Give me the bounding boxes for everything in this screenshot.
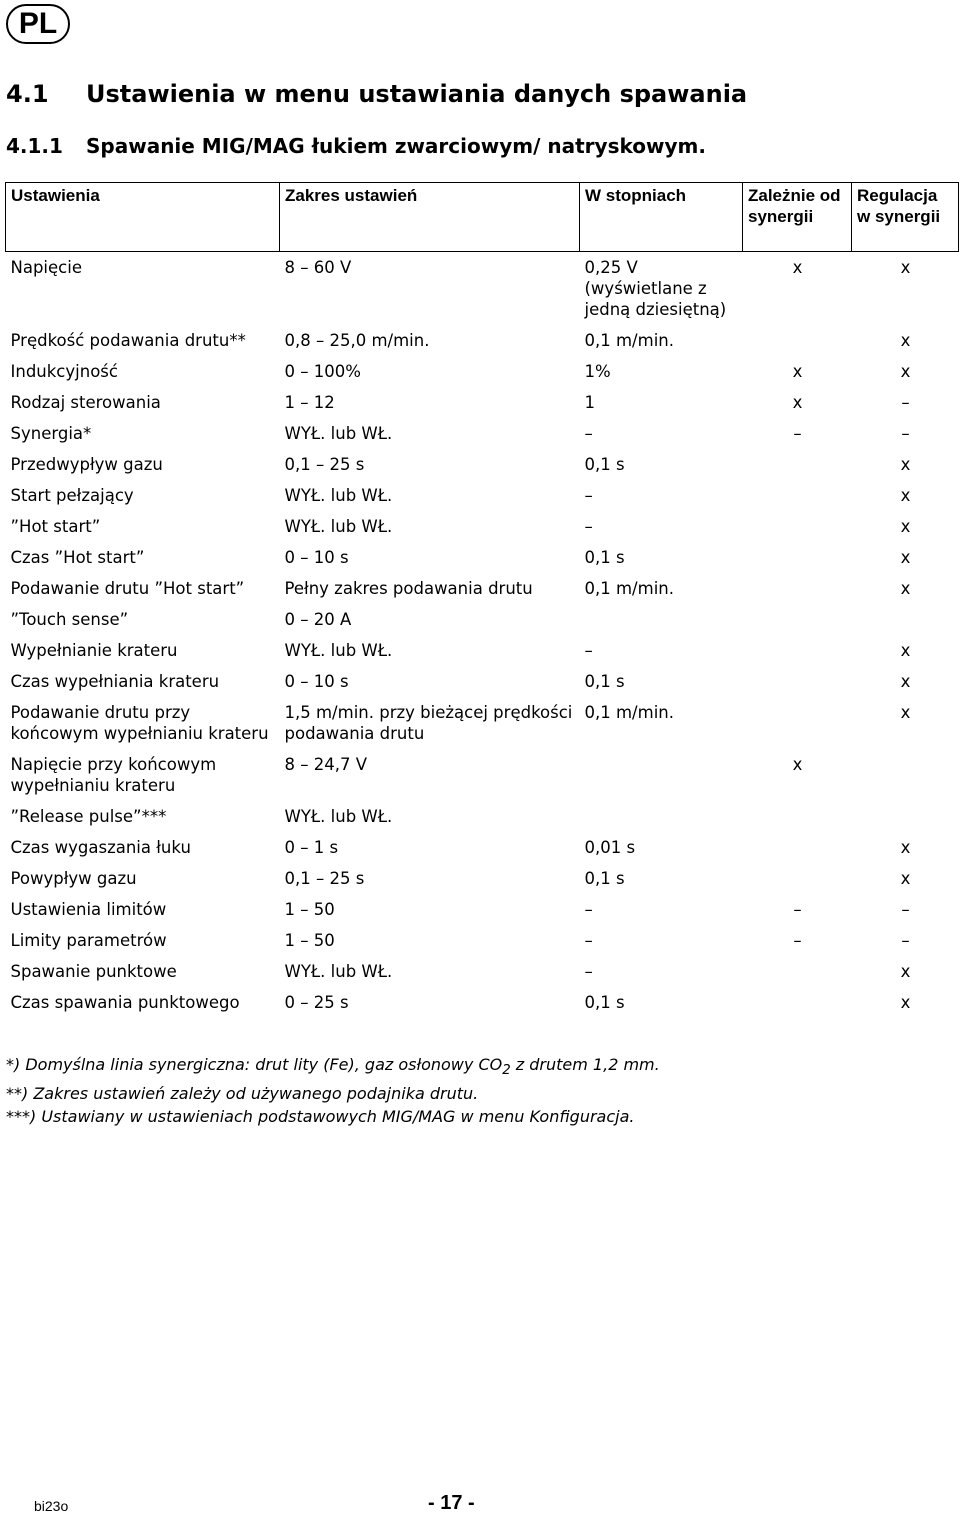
table-cell: x (792, 393, 803, 412)
table-cell (743, 449, 852, 480)
settings-table (5, 182, 959, 1018)
table-cell: 0 – 10 s (284, 672, 349, 691)
table-cell (743, 956, 852, 987)
table-cell: Napięcie (10, 258, 82, 277)
table-cell: – (584, 900, 593, 919)
table-cell: Czas wygaszania łuku (10, 838, 191, 857)
table-cell (743, 832, 852, 863)
table-cell: 0,1 s (584, 672, 625, 691)
table-row (6, 666, 959, 697)
table-cell: x (900, 455, 911, 474)
footnote-1-text: *) Domyślna linia synergiczna: drut lity (Fe), gaz osłonowy CO (6, 1055, 503, 1074)
table-cell: x (900, 517, 911, 536)
document-code: bi23o (34, 1498, 69, 1514)
table-cell: Ustawienia limitów (10, 900, 167, 919)
table-row (6, 511, 959, 542)
column-header: Ustawienia (6, 183, 280, 252)
table-cell: 0 – 100% (284, 362, 361, 381)
table-cell (852, 749, 959, 801)
table-row (6, 832, 959, 863)
page-number: - 17 - (428, 1492, 475, 1514)
table-cell: Prędkość podawania drutu** (10, 331, 246, 350)
table-cell (743, 573, 852, 604)
table-cell: Czas spawania punktowego (10, 993, 240, 1012)
table-cell: x (900, 962, 911, 981)
table-row (6, 604, 959, 635)
table-cell (580, 604, 743, 635)
table-cell (743, 604, 852, 635)
table-cell (743, 666, 852, 697)
table-cell: 0,8 – 25,0 m/min. (284, 331, 430, 350)
table-cell: x (900, 579, 911, 598)
table-cell: Start pełzający (10, 486, 134, 505)
table-cell: 0,1 – 25 s (284, 869, 365, 888)
table-cell: 0,1 s (584, 455, 625, 474)
table-cell: x (900, 703, 911, 722)
table-cell: WYŁ. lub WŁ. (284, 962, 393, 981)
table-row (6, 480, 959, 511)
table-cell: – (901, 424, 910, 443)
table-cell: – (584, 486, 593, 505)
footnote-1 (6, 1053, 660, 1082)
table-cell: 0,1 m/min. (584, 579, 674, 598)
table-row (6, 449, 959, 480)
table-cell: 1 – 50 (284, 931, 335, 950)
table-header-row (6, 183, 959, 252)
table-cell: – (584, 424, 593, 443)
table-row (6, 801, 959, 832)
table-cell: x (900, 548, 911, 567)
table-cell: x (900, 362, 911, 381)
table-cell: 0,01 s (584, 838, 636, 857)
table-cell: Czas wypełniania krateru (10, 672, 220, 691)
table-cell: WYŁ. lub WŁ. (284, 486, 393, 505)
table-cell: 0,1 – 25 s (284, 455, 365, 474)
table-header (6, 183, 959, 252)
table-row (6, 418, 959, 449)
subsection-heading (6, 134, 706, 158)
table-cell: – (901, 931, 910, 950)
table-row (6, 252, 959, 326)
table-cell: x (900, 672, 911, 691)
table-cell: 0 – 1 s (284, 838, 339, 857)
table-cell: Podawanie drutu przy końcowym wypełnianiu krateru (10, 703, 269, 743)
table-cell: Rodzaj sterowania (10, 393, 161, 412)
table-cell (743, 325, 852, 356)
column-header: W stopniach (580, 183, 743, 252)
table-cell: 1 – 12 (284, 393, 335, 412)
table-cell: 0 – 10 s (284, 548, 349, 567)
table-cell: 8 – 60 V (284, 258, 352, 277)
footnote-1-subscript: 2 (502, 1063, 511, 1079)
table-cell: – (901, 393, 910, 412)
table-cell: 1 – 50 (284, 900, 335, 919)
table-cell: 0,1 s (584, 869, 625, 888)
table-cell (743, 635, 852, 666)
footnote-3: ***) Ustawiany w ustawieniach podstawowych MIG/MAG w menu Konfiguracja. (6, 1107, 635, 1127)
table-cell: x (792, 258, 803, 277)
table-cell: Podawanie drutu ”Hot start” (10, 579, 245, 598)
table-cell: x (900, 993, 911, 1012)
table-row (6, 894, 959, 925)
table-cell (580, 801, 743, 832)
table-row (6, 987, 959, 1018)
table-cell: 0 – 25 s (284, 993, 349, 1012)
table-cell: x (792, 755, 803, 774)
table-cell: – (584, 641, 593, 660)
table-cell: 1,5 m/min. przy bieżącej prędkości podawania drutu (284, 703, 573, 743)
table-cell: Powypływ gazu (10, 869, 137, 888)
section-heading (6, 80, 747, 108)
table-cell: 0,1 s (584, 548, 625, 567)
column-header: Zakres ustawień (280, 183, 580, 252)
table-cell: Czas ”Hot start” (10, 548, 145, 567)
table-cell: – (584, 962, 593, 981)
table-cell: Spawanie punktowe (10, 962, 177, 981)
table-cell (580, 749, 743, 801)
table-cell: – (793, 424, 802, 443)
table-row (6, 356, 959, 387)
table-cell: 0,25 V (wyświetlane z jedną dziesiętną) (584, 258, 727, 319)
column-header: Regulacja w synergii (852, 183, 959, 252)
table-row (6, 542, 959, 573)
footnote-1-tail: z drutem 1,2 mm. (510, 1055, 660, 1074)
table-cell: ”Hot start” (10, 517, 101, 536)
table-cell: 0,1 s (584, 993, 625, 1012)
table-cell (852, 801, 959, 832)
table-row (6, 635, 959, 666)
table-cell: WYŁ. lub WŁ. (284, 424, 393, 443)
table-cell: ”Touch sense” (10, 610, 129, 629)
table-body (6, 252, 959, 1019)
table-cell: x (900, 641, 911, 660)
table-cell (743, 863, 852, 894)
table-row (6, 325, 959, 356)
table-cell: WYŁ. lub WŁ. (284, 807, 393, 826)
table-cell: – (793, 931, 802, 950)
table-cell: Limity parametrów (10, 931, 167, 950)
table-cell: Wypełnianie krateru (10, 641, 178, 660)
table-cell: 0,1 m/min. (584, 331, 674, 350)
table-cell: ”Release pulse”*** (10, 807, 167, 826)
table-cell (743, 697, 852, 749)
subsection-number: 4.1.1 (6, 134, 63, 158)
table-cell: – (584, 517, 593, 536)
table-cell: x (900, 486, 911, 505)
table-cell: – (584, 931, 593, 950)
table-cell: x (900, 258, 911, 277)
table-cell: 8 – 24,7 V (284, 755, 368, 774)
table-row (6, 749, 959, 801)
table-cell: Synergia* (10, 424, 92, 443)
table-cell: x (900, 331, 911, 350)
subsection-title: Spawanie MIG/MAG łukiem zwarciowym/ natryskowym. (86, 134, 706, 158)
language-badge: PL (6, 4, 70, 44)
table-cell: 0,1 m/min. (584, 703, 674, 722)
footnotes (6, 1053, 660, 1128)
section-title: Ustawienia w menu ustawiania danych spawania (86, 80, 748, 108)
table-cell: x (900, 838, 911, 857)
table-row (6, 863, 959, 894)
table-cell: – (793, 900, 802, 919)
table-cell (743, 987, 852, 1018)
table-cell: Indukcyjność (10, 362, 118, 381)
table-cell (743, 511, 852, 542)
column-header: Zależnie od synergii (743, 183, 852, 252)
table-row (6, 387, 959, 418)
section-number: 4.1 (6, 80, 49, 108)
table-row (6, 956, 959, 987)
table-cell: – (901, 900, 910, 919)
table-cell: Napięcie przy końcowym wypełnianiu krateru (10, 755, 217, 795)
table-cell: Przedwypływ gazu (10, 455, 163, 474)
table-cell: WYŁ. lub WŁ. (284, 641, 393, 660)
table-cell: 1% (584, 362, 611, 381)
table-cell: x (792, 362, 803, 381)
table-cell (852, 604, 959, 635)
table-row (6, 697, 959, 749)
table-cell: x (900, 869, 911, 888)
table-cell (743, 480, 852, 511)
table-cell (743, 801, 852, 832)
table-row (6, 925, 959, 956)
table-row (6, 573, 959, 604)
table-cell: Pełny zakres podawania drutu (284, 579, 533, 598)
table-cell: 1 (584, 393, 595, 412)
table-cell: WYŁ. lub WŁ. (284, 517, 393, 536)
table-cell (743, 542, 852, 573)
table-cell: 0 – 20 A (284, 610, 352, 629)
footnote-2: **) Zakres ustawień zależy od używanego podajnika drutu. (6, 1084, 479, 1104)
